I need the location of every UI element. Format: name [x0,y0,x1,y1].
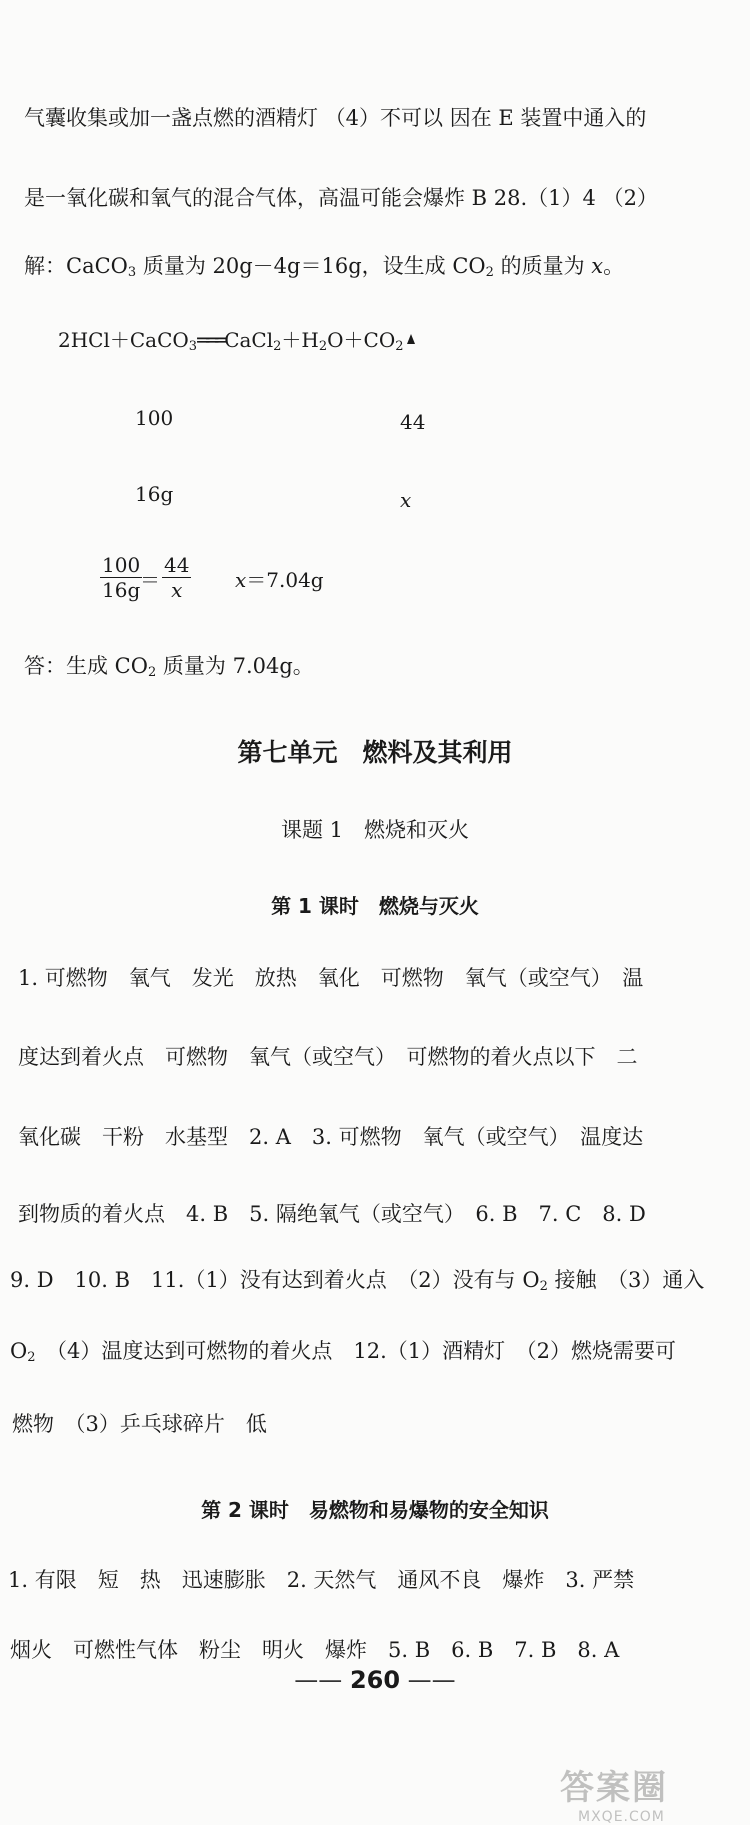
subscript: 2 [318,339,328,354]
text-line: 度达到着火点 可燃物 氧气（或空气） 可燃物的着火点以下 二 [18,1045,638,1069]
text-fragment: 的质量为 [493,254,592,278]
subscript: 2 [273,339,282,354]
solution [235,566,324,594]
subscript: 3 [188,339,198,354]
fraction-right [162,553,191,602]
text-line [24,252,624,280]
watermark-text: 答案圈 [560,1768,668,1808]
page-number-value: 260 [349,1666,401,1694]
dash-decoration: —— [294,1666,350,1694]
text-fragment: 答：生成 CO [24,654,148,678]
text-line: 1. 可燃物 氧气 发光 放热 氧化 可燃物 氧气（或空气） 温 [18,966,644,990]
subscript: 2 [485,265,494,280]
watermark-url: MXQE.COM [578,1809,665,1825]
subscript: 2 [395,339,404,354]
text-fragment: ＝7.04g [246,568,324,592]
variable: x [591,254,604,278]
fraction-left [100,553,142,602]
variable: x [235,568,247,592]
answer-line [24,652,314,680]
fraction-numerator: 44 [164,553,190,577]
unit-title: 第七单元 燃料及其利用 [237,738,513,767]
text-line: 1. 有限 短 热 迅速膨胀 2. 天然气 通风不良 爆炸 3. 严禁 [8,1568,635,1592]
fraction-denominator: 16g [102,578,141,602]
text-line: 是一氧化碳和氧气的混合气体，高温可能会爆炸 B 28.（1）4 （2） [24,186,658,210]
dash-decoration: —— [400,1666,456,1694]
text-fragment: 9. D 10. B 11.（1）没有达到着火点 （2）没有与 O [10,1268,540,1292]
text-line: 气囊收集或加一盏点燃的酒精灯 （4）不可以 因在 E 装置中通入的 [24,106,647,130]
page-number [0,1666,750,1694]
text-fragment: 2HCl＋CaCO [58,328,189,352]
molar-mass-right: 44 [400,410,426,434]
text-fragment: CaCl [224,328,274,352]
gas-arrow-icon [407,334,415,344]
text-fragment: O＋CO [327,328,396,352]
text-line: 氧化碳 干粉 水基型 2. A 3. 可燃物 氧气（或空气） 温度达 [18,1125,644,1149]
equals-sign: ＝ [140,568,160,592]
text-fragment: 质量为 20g－4g＝16g，设生成 CO [136,254,486,278]
text-fragment: 解：CaCO [24,254,128,278]
subscript: 2 [539,1279,548,1294]
text-fragment: O [10,1339,28,1363]
period-1-title: 第 1 课时 燃烧与灭火 [271,894,479,918]
chemical-equation [58,326,415,354]
text-line: 烟火 可燃性气体 粉尘 明火 爆炸 5. B 6. B 7. B 8. A [10,1638,620,1662]
mass-left: 16g [135,482,174,506]
text-fragment: ＋H [281,328,319,352]
fraction-denominator: x [171,578,183,602]
text-line [10,1337,676,1365]
period-2-title: 第 2 课时 易燃物和易爆物的安全知识 [201,1498,549,1522]
subscript: 2 [147,665,157,680]
fraction-numerator: 100 [102,553,141,577]
text-fragment: （4）温度达到可燃物的着火点 12.（1）酒精灯 （2）燃烧需要可 [35,1339,676,1363]
subscript: 2 [27,1350,36,1365]
watermark-logo [560,1760,740,1825]
text-line: 燃物 （3）乒乓球碎片 低 [12,1412,267,1436]
subscript: 3 [127,265,137,280]
equation-sign: ═══ [197,328,225,352]
text-fragment: 。 [603,254,625,278]
text-line: 到物质的着火点 4. B 5. 隔绝氧气（或空气） 6. B 7. C 8. D [18,1202,646,1226]
text-line [10,1266,704,1294]
text-fragment: 接触 （3）通入 [547,1268,705,1292]
molar-mass-left: 100 [135,406,174,430]
text-fragment: 质量为 7.04g。 [156,654,314,678]
mass-right: x [400,488,412,512]
lesson-title: 课题 1 燃烧和灭火 [280,818,470,842]
